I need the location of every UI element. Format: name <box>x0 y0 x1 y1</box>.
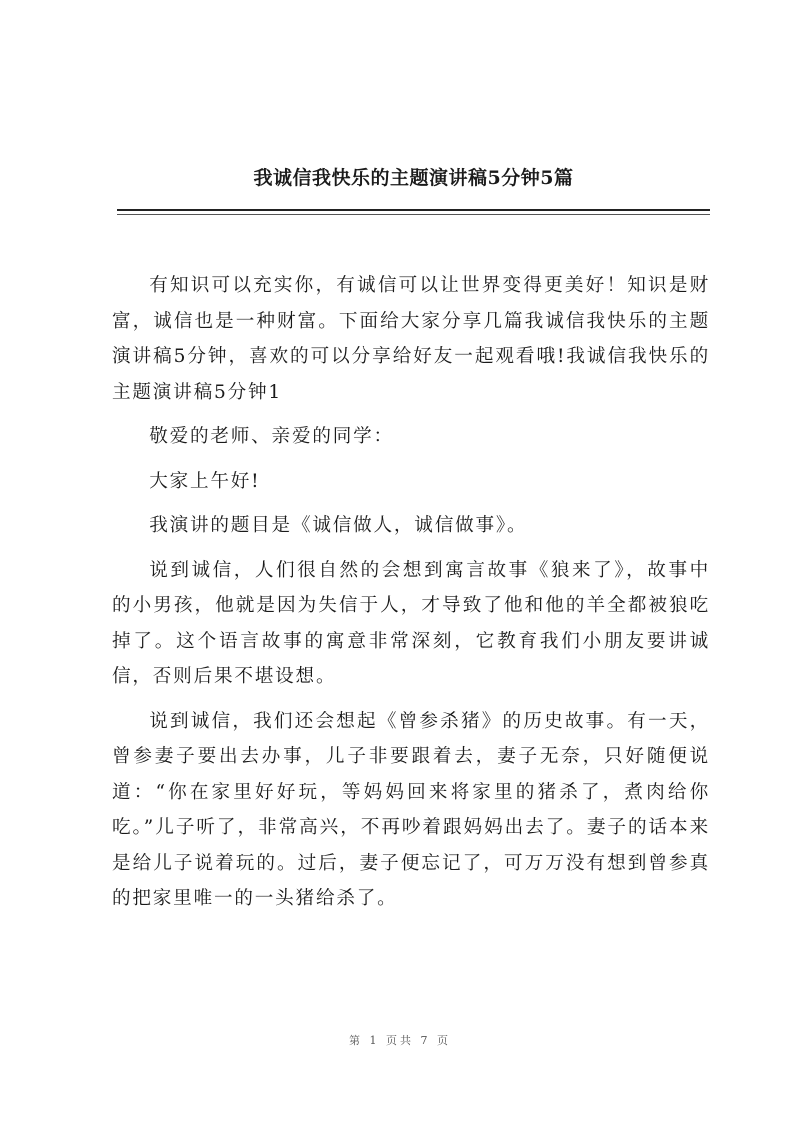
document-body <box>112 268 710 926</box>
paragraph-salutation: 敬爱的老师、亲爱的同学： <box>149 426 394 447</box>
document-title: 我诚信我快乐的主题演讲稿5分钟5篇 <box>253 167 574 189</box>
page-number: 第 1 页共 7 页 <box>349 1034 451 1047</box>
paragraph-zengshen-story: 说到诚信，我们还会想起《曾参杀猪》的历史故事。有一天，曾参妻子要出去办事，儿子非要跟着去，妻子无奈，只好随便说道：“你在家里好好玩，等妈妈回来将家里的猪杀了，煮肉给你吃。”儿子听了，非常高兴，不再吵着跟妈妈出去了。妻子的话本来是给儿子说着玩的。过后，妻子便忘记了，可万万没有想到曾参真的把家里唯一的一头猪给杀了。 <box>112 710 710 909</box>
title-divider-thin <box>117 214 710 215</box>
paragraph-wolf-story: 说到诚信，人们很自然的会想到寓言故事《狼来了》，故事中的小男孩，他就是因为失信于人，才导致了他和他的羊全都被狼吃掉了。这个语言故事的寓意非常深刻，它教育我们小朋友要讲诚信，否则后果不堪设想。 <box>112 559 710 687</box>
title-divider <box>117 209 710 211</box>
paragraph-topic: 我演讲的题目是《诚信做人，诚信做事》。 <box>149 515 528 536</box>
paragraph-greeting: 大家上午好! <box>149 470 261 492</box>
paragraph-intro: 有知识可以充实你，有诚信可以让世界变得更美好！知识是财富，诚信也是一种财富。下面给大家分享几篇我诚信我快乐的主题演讲稿5分钟，喜欢的可以分享给好友一起观看哦!我诚信我快乐的主题演讲稿5分钟1 <box>112 275 710 403</box>
